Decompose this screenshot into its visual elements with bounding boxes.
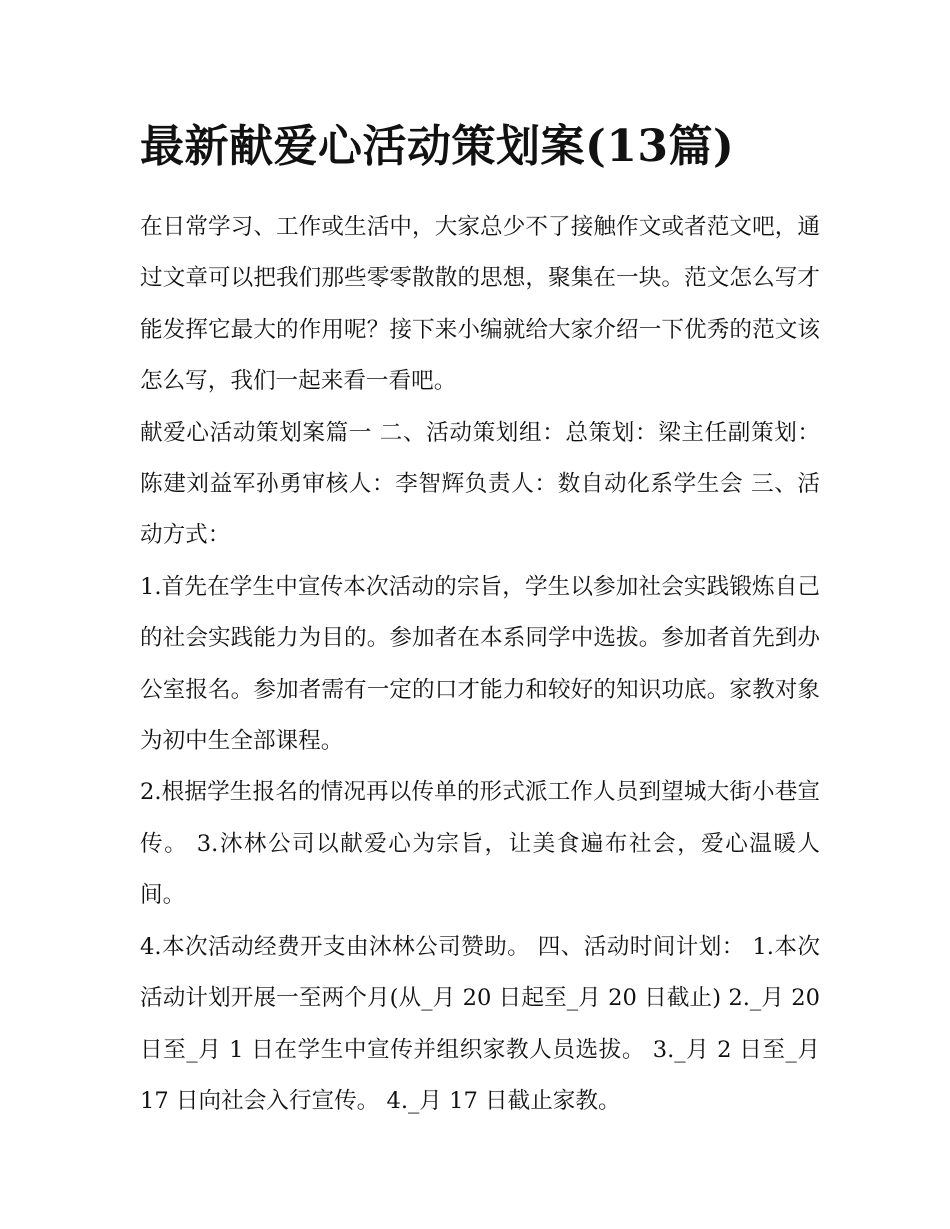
method-item-1: 1.首先在学生中宣传本次活动的宗旨，学生以参加社会实践锻炼自己的社会实践能力为目的。参加者在本系同学中选拔。参加者首先到办公室报名。参加者需有一定的口才能力和较好的知识功底。家教对象为初中生全部课程。 bbox=[140, 573, 820, 755]
method-item-2-3: 2.根据学生报名的情况再以传单的形式派工作人员到望城大街小巷宣传。 3.沐林公司以献爱心为宗旨，让美食遍布社会，爱心温暖人间。 bbox=[140, 779, 820, 909]
intro-paragraph: 在日常学习、工作或生活中，大家总少不了接触作文或者范文吧，通过文章可以把我们那些零零散散的思想，聚集在一块。范文怎么写才能发挥它最大的作用呢？接下来小编就给大家介绍一下优秀的范文该怎么写，我们一起来看一看吧。 bbox=[140, 214, 820, 395]
schedule-paragraph: 4.本次活动经费开支由沐林公司赞助。 四、活动时间计划： 1.本次活动计划开展一至两个月(从_月 20 日起至_月 20 日截止) 2._月 20 日至_月 1 日在学生中宣传并组织家教人员选拔。 3._月 2 日至_月 17 日向社会入行宣传。 4._月 17 日截止家教。 bbox=[140, 933, 820, 1114]
document-title: 最新献爱心活动策划案(13篇) bbox=[140, 121, 735, 172]
document-page bbox=[140, 108, 820, 1127]
section-one-paragraph: 献爱心活动策划案篇一 二、活动策划组：总策划：梁主任副策划：陈建刘益军孙勇审核人：李智辉负责人：数自动化系学生会 三、活动方式： bbox=[140, 419, 820, 549]
